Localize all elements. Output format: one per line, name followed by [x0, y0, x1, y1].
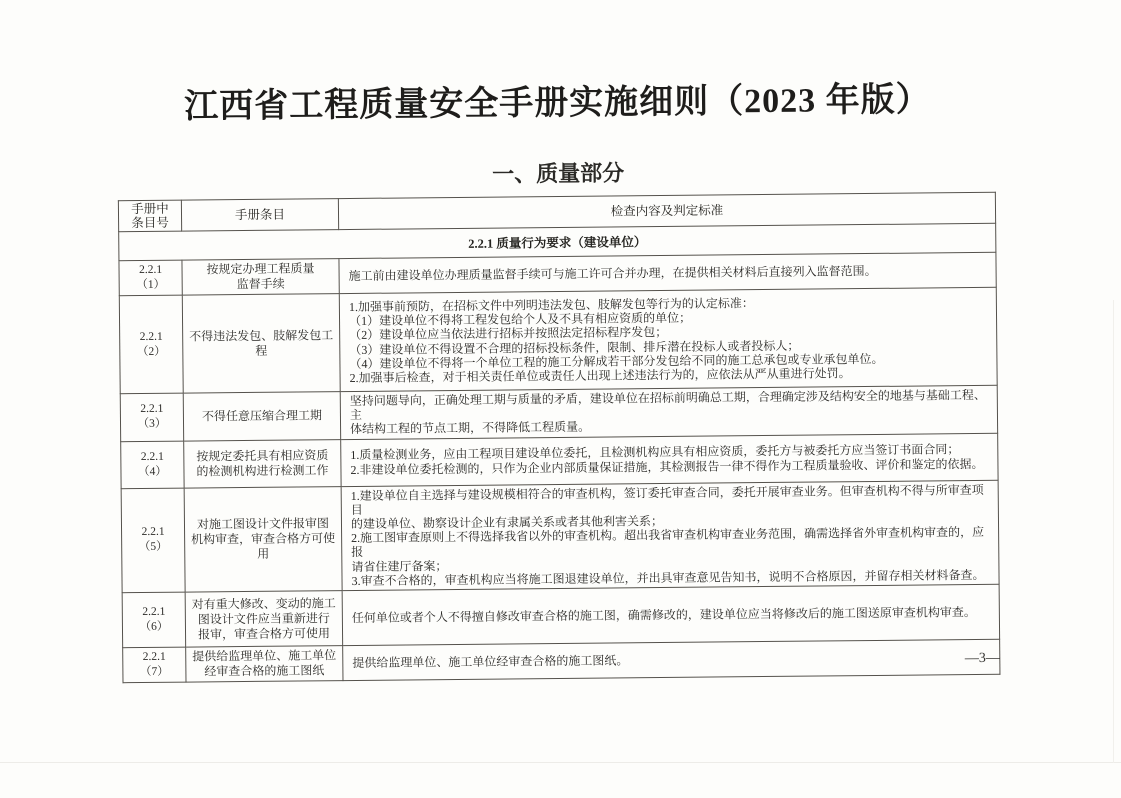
clause-no-cell: 2.2.1 （6） [122, 592, 186, 648]
criteria-cell: 坚持问题导向，正确处理工期与质量的矛盾，建设单位在招标前明确总工期，合理确定涉及结构安全的地基与基础工程、主 体结构工程的节点工期，不得降低工程质量。 [340, 385, 997, 439]
criteria-cell: 1.建设单位自主选择与建设规模相符合的审查机构，签订委托审查合同，委托开展审查业务。但审查机构不得与所审查项目 的建设单位、勘察设计企业有隶属关系或者其他利害关系； 2.施工图审查原则上不得选择我省以外的审查机构。超出我省审查机构审查业务范围，确需选择省外审查机构审查的，应报 请省住建厅备案； 3.审查不合格的，审查机构应当将施工图退建设单位，并出具审查意见告知书，说明不合格原因，并留存相关材料备查。 [341, 480, 999, 591]
column-header-criteria: 检查内容及判定标准 [338, 192, 995, 229]
manual-item-cell: 按规定办理工程质量 监督手续 [182, 259, 339, 296]
column-header-manual-item: 手册条目 [181, 199, 338, 232]
manual-item-cell: 不得违法发包、肢解发包工 程 [182, 294, 340, 394]
table-row [121, 480, 999, 593]
section-heading: 一、质量部分 [492, 160, 625, 187]
scan-edge-shadow-right [1113, 300, 1114, 763]
criteria-cell: 施工前由建设单位办理质量监督手续可与施工许可合并办理，在提供相关材料后直接列入监督范围。 [339, 252, 996, 293]
page-title: 江西省工程质量安全手册实施细则（2023 年版） [184, 81, 931, 126]
quality-manual-table [118, 192, 1001, 683]
table-row [122, 584, 999, 647]
criteria-cell: 任何单位或者个人不得擅自修改审查合格的施工图，确需修改的，建设单位应当将修改后的施工图送原审查机构审查。 [342, 584, 999, 645]
group-header-label: 2.2.1 质量行为要求（建设单位） [119, 223, 996, 260]
manual-item-cell: 对施工图设计文件报审图 机构审查，审查合格方可使 用 [184, 486, 342, 592]
manual-item-cell: 按规定委托具有相应资质 的检测机构进行检测工作 [184, 439, 341, 488]
page-number: —3— [964, 650, 1000, 667]
manual-item-cell: 不得任意压缩合理工期 [183, 392, 340, 441]
table-row [123, 639, 1000, 682]
table-row [120, 385, 997, 441]
clause-no-cell: 2.2.1 （4） [121, 441, 184, 489]
table-row [121, 433, 998, 488]
clause-no-cell: 2.2.1 （1） [119, 260, 182, 296]
criteria-cell: 提供给监理单位、施工单位经审查合格的施工图纸。 [343, 639, 1000, 680]
criteria-cell: 1.加强事前预防，在招标文件中列明违法发包、肢解发包等行为的认定标准： （1）建设单位不得将工程发包给个人及不具有相应资质的单位； （2）建设单位应当依法进行招标并按照法定招标程序发包； （3）建设单位不得设置不合理的招标投标条件，限制、排斥潜在投标人或者投标人； （4）建设单位不得将一个单位工程的施工分解成若干部分发包给不同的施工总承包或专业承包单位。 2.加强事后检查，对于相关责任单位或责任人出现上述违法行为的，应依法从严从重进行处罚。 [339, 287, 997, 391]
clause-no-cell: 2.2.1 （3） [120, 393, 183, 441]
criteria-cell: 1.质量检测业务，应由工程项目建设单位委托，且检测机构应具有相应资质，委托方与被委托方应当签订书面合同； 2.非建设单位委托检测的，只作为企业内部质量保证措施，其检测报告一律不得作为工程质量验收、评价和鉴定的依据。 [341, 433, 998, 486]
scan-edge-shadow-bottom [0, 762, 1121, 763]
manual-item-cell: 提供给监理单位、施工单位 经审查合格的施工图纸 [186, 646, 343, 683]
column-header-clause-no: 手册中 条目号 [118, 200, 181, 232]
clause-no-cell: 2.2.1 （7） [123, 647, 186, 683]
manual-item-cell: 对有重大修改、变动的施工 图设计文件应当重新进行 报审，审查合格方可使用 [185, 591, 343, 648]
clause-no-cell: 2.2.1 （5） [121, 488, 185, 593]
table-row [119, 287, 997, 393]
clause-no-cell: 2.2.1 （2） [119, 295, 183, 394]
